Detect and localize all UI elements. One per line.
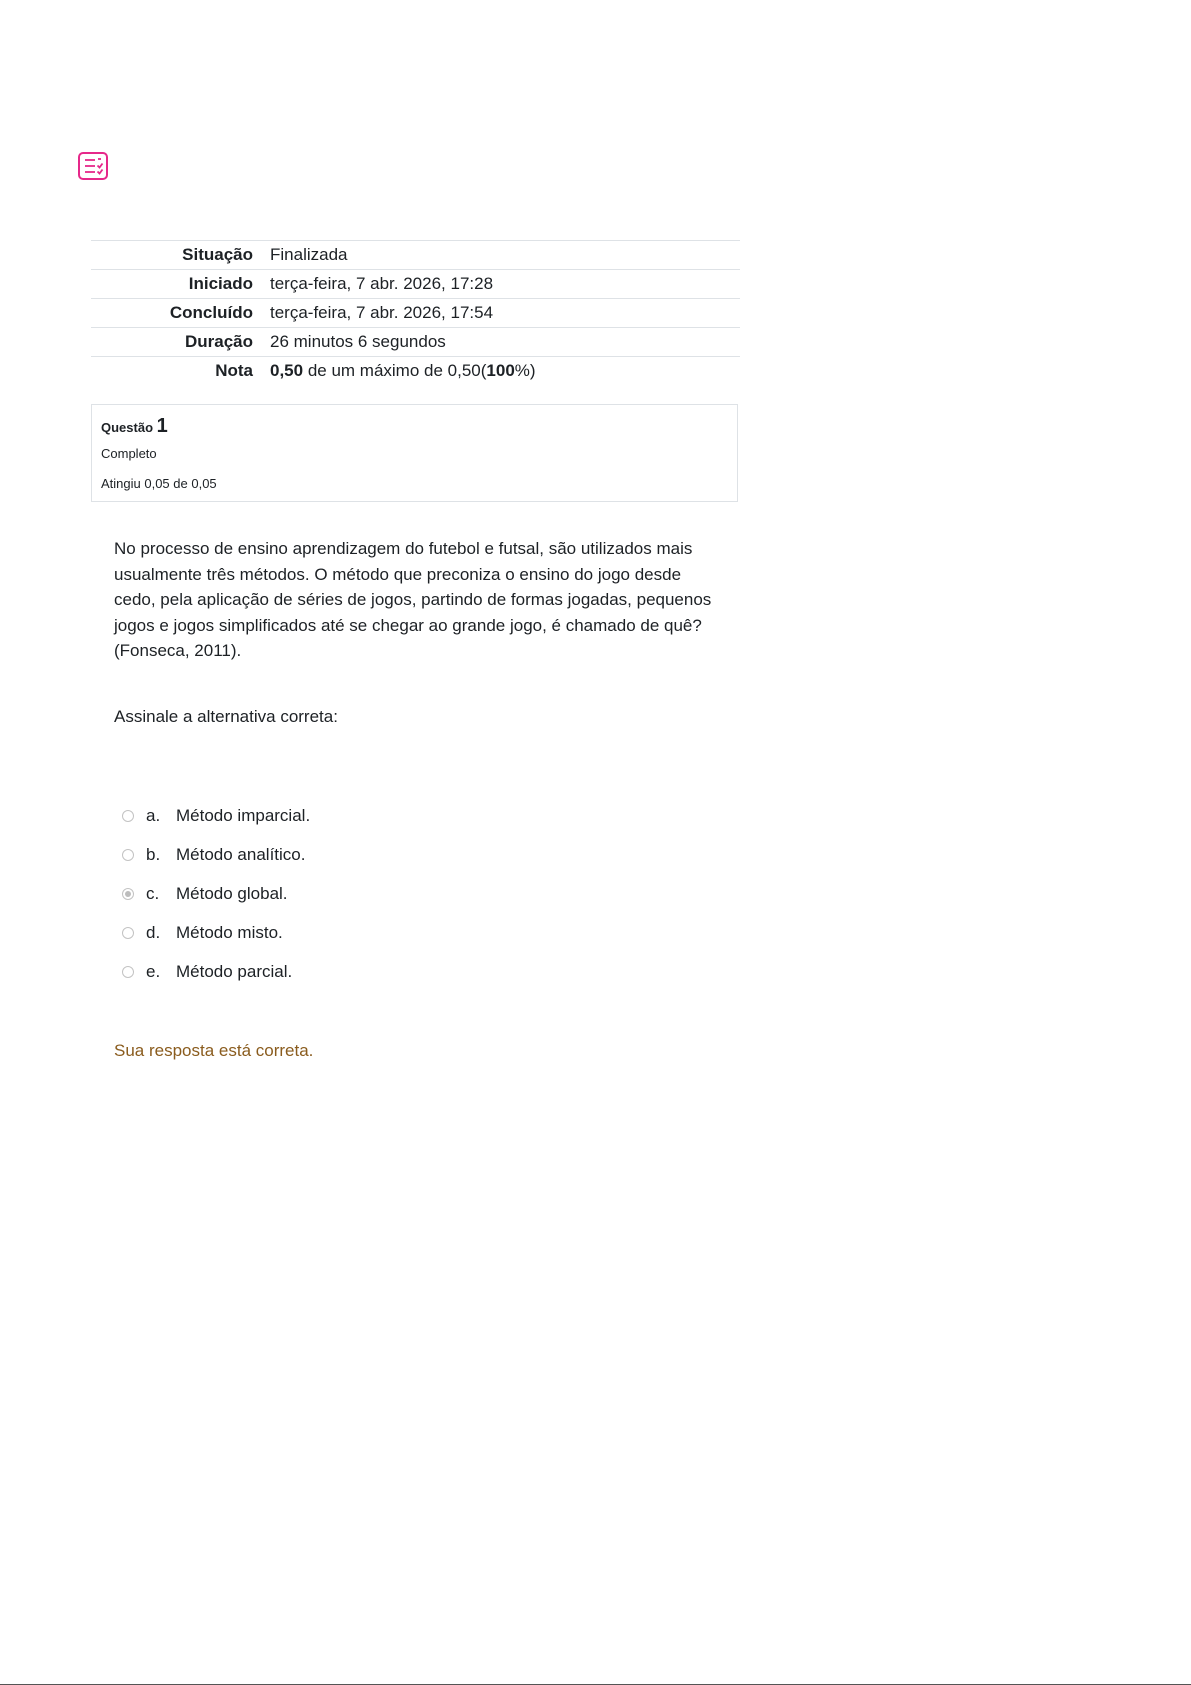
answer-letter: e. <box>146 961 161 981</box>
answer-option-d[interactable] <box>122 913 310 952</box>
summary-value: 26 minutos 6 segundos <box>270 332 446 351</box>
summary-value: terça-feira, 7 abr. 2026, 17:28 <box>270 274 494 293</box>
summary-row-started <box>91 270 740 299</box>
summary-label: Duração <box>184 332 253 351</box>
radio-button[interactable] <box>122 849 134 861</box>
grade-percent: 100 <box>486 361 515 380</box>
question-state: Completo <box>101 446 157 461</box>
answer-options <box>122 796 310 991</box>
answer-feedback: Sua resposta está correta. <box>114 1041 314 1060</box>
question-number-value: 1 <box>156 415 168 437</box>
question-prompt: Assinale a alternativa correta: <box>114 707 338 726</box>
answer-text: Método imparcial. <box>176 805 311 825</box>
grade-end: %) <box>514 361 536 380</box>
summary-label: Concluído <box>169 303 253 322</box>
summary-label: Iniciado <box>188 274 253 293</box>
answer-letter: b. <box>146 844 161 864</box>
question-info-box <box>91 404 738 502</box>
attempt-summary-table <box>91 240 740 385</box>
answer-option-e[interactable] <box>122 952 310 991</box>
summary-row-grade <box>91 357 740 386</box>
answer-letter: a. <box>146 805 161 825</box>
radio-button[interactable] <box>122 810 134 822</box>
question-prefix: Questão <box>101 420 154 435</box>
radio-button-selected[interactable] <box>122 888 134 900</box>
question-text: No processo de ensino aprendizagem do futebol e futsal, são utilizados mais usualmente três métodos. O método que preconiza o ensino do jogo desde cedo, pela aplicação de séries de jogos, partindo de formas jogadas, pequenos jogos e jogos simplificados até se chegar ao grande jogo, é chamado de quê? (Fonseca, 2011). <box>114 539 712 660</box>
quiz-list-check-icon <box>78 152 108 180</box>
answer-text: Método analítico. <box>176 844 306 864</box>
summary-value <box>270 357 740 386</box>
answer-text: Método misto. <box>176 922 283 942</box>
summary-row-status <box>91 241 740 270</box>
answer-letter: d. <box>146 922 161 942</box>
summary-row-duration <box>91 328 740 357</box>
question-mark: Atingiu 0,05 de 0,05 <box>101 476 217 491</box>
answer-option-c[interactable] <box>122 874 310 913</box>
answer-text: Método parcial. <box>176 961 293 981</box>
summary-label: Situação <box>182 245 253 264</box>
summary-value: terça-feira, 7 abr. 2026, 17:54 <box>270 303 494 322</box>
answer-letter: c. <box>146 883 160 903</box>
summary-value: Finalizada <box>270 245 348 264</box>
summary-label: Nota <box>215 361 253 380</box>
grade-middle: de um máximo de 0,50( <box>303 361 487 380</box>
answer-option-a[interactable] <box>122 796 310 835</box>
grade-score: 0,50 <box>270 361 304 380</box>
radio-button[interactable] <box>122 927 134 939</box>
question-number <box>101 415 168 438</box>
answer-text: Método global. <box>176 883 288 903</box>
answer-option-b[interactable] <box>122 835 310 874</box>
radio-button[interactable] <box>122 966 134 978</box>
summary-row-completed <box>91 299 740 328</box>
